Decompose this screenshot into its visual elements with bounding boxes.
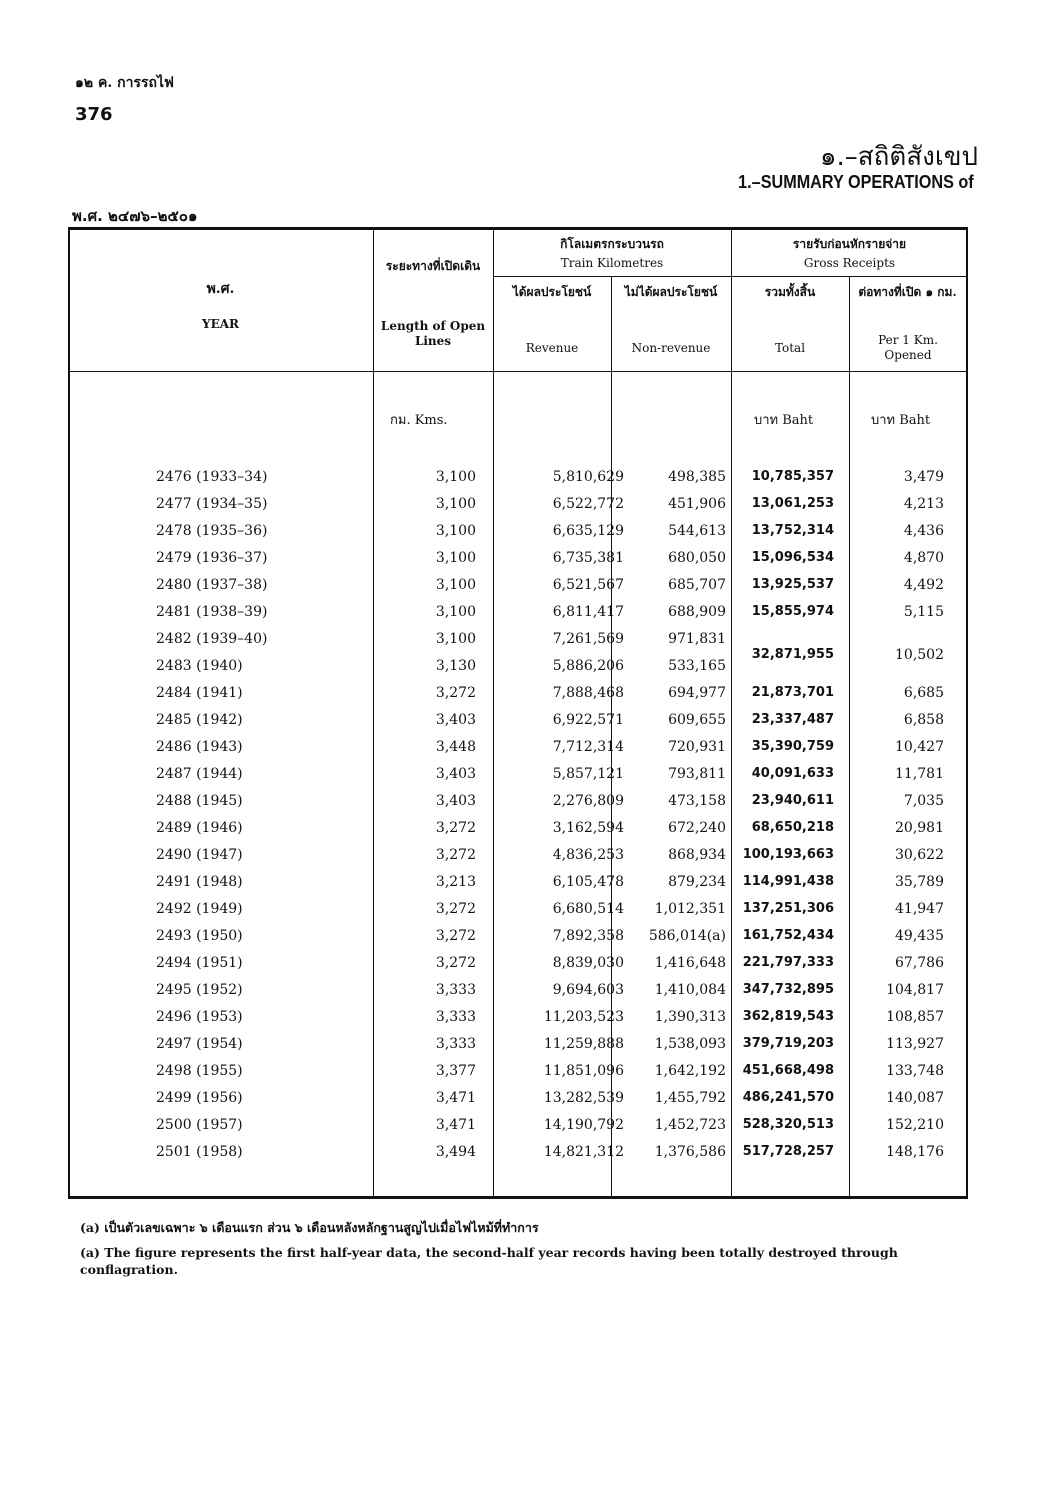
cell-per-km: 4,436 xyxy=(903,523,944,539)
cell-revenue: 11,203,523 xyxy=(543,1009,624,1025)
cell-nonrevenue: 1,410,084 xyxy=(654,982,726,998)
cell-total: 379,719,203 xyxy=(742,1036,834,1051)
cell-length: 3,100 xyxy=(435,496,476,512)
cell-total: 13,752,314 xyxy=(751,523,834,538)
cell-year: 2481 (1938–39) xyxy=(156,604,268,620)
cell-length: 3,403 xyxy=(435,793,476,809)
cell-nonrevenue: 498,385 xyxy=(668,469,726,485)
header-total-th: รวมทั้งสิ้น xyxy=(764,285,816,299)
cell-total: 517,728,257 xyxy=(742,1144,834,1159)
cell-per-km: 108,857 xyxy=(886,1009,944,1025)
cell-nonrevenue: 533,165 xyxy=(668,658,726,674)
cell-total: 15,855,974 xyxy=(751,604,834,619)
cell-length: 3,100 xyxy=(435,523,476,539)
cell-length: 3,272 xyxy=(435,955,476,971)
cell-total: 137,251,306 xyxy=(742,901,834,916)
cell-revenue: 6,521,567 xyxy=(552,577,624,593)
table-row xyxy=(68,1063,968,1090)
cell-per-km: 7,035 xyxy=(903,793,944,809)
unit-length: กม. Kms. xyxy=(390,413,448,428)
cell-length: 3,403 xyxy=(435,712,476,728)
cell-length: 3,448 xyxy=(435,739,476,755)
table-row xyxy=(68,793,968,820)
cell-year: 2496 (1953) xyxy=(156,1009,243,1025)
cell-revenue: 14,190,792 xyxy=(543,1117,624,1133)
table-row xyxy=(68,577,968,604)
cell-per-km: 104,817 xyxy=(886,982,944,998)
cell-nonrevenue: 1,376,586 xyxy=(654,1144,726,1160)
table-row xyxy=(68,550,968,577)
cell-nonrevenue: 694,977 xyxy=(668,685,726,701)
table-row xyxy=(68,712,968,739)
header-year-th: พ.ศ. xyxy=(206,281,235,297)
cell-revenue: 6,735,381 xyxy=(552,550,624,566)
cell-nonrevenue: 1,452,723 xyxy=(654,1117,726,1133)
header-length-th: ระยะทางที่เปิดเดิน xyxy=(385,259,481,273)
cell-year: 2494 (1951) xyxy=(156,955,243,971)
cell-year: 2498 (1955) xyxy=(156,1063,243,1079)
cell-total: 528,320,513 xyxy=(742,1117,834,1132)
cell-length: 3,333 xyxy=(435,982,476,998)
cell-length: 3,213 xyxy=(435,874,476,890)
table-row xyxy=(68,982,968,1009)
cell-length: 3,100 xyxy=(435,577,476,593)
cell-nonrevenue: 1,012,351 xyxy=(654,901,726,917)
cell-per-km: 140,087 xyxy=(886,1090,944,1106)
header-year-en: YEAR xyxy=(202,317,239,331)
cell-length: 3,272 xyxy=(435,901,476,917)
cell-length: 3,100 xyxy=(435,550,476,566)
cell-revenue: 6,811,417 xyxy=(552,604,624,620)
table-row xyxy=(68,496,968,523)
summary-table xyxy=(68,227,968,1199)
header-trainkm-en: Train Kilometres xyxy=(560,256,664,270)
cell-total: 21,873,701 xyxy=(751,685,834,700)
header-trainkm-th: กิโลเมตรกระบวนรถ xyxy=(560,237,664,251)
cell-length: 3,377 xyxy=(435,1063,476,1079)
cell-year: 2482 (1939–40) xyxy=(156,631,268,647)
cell-total: 13,925,537 xyxy=(751,577,834,592)
cell-revenue: 14,821,312 xyxy=(543,1144,624,1160)
table-row xyxy=(68,1009,968,1036)
table-row xyxy=(68,766,968,793)
table-row xyxy=(68,658,968,685)
unit-total: บาท Baht xyxy=(754,413,814,428)
table-bottom-rule xyxy=(68,1196,968,1199)
table-row xyxy=(68,469,968,496)
section-header: ๑๒ ค. การรถไฟ xyxy=(75,75,174,91)
cell-revenue: 7,261,569 xyxy=(552,631,624,647)
footnote-english: (a) The figure represents the first half-year data, the second-half year records having been totally destroyed through conflagration. xyxy=(80,1245,898,1277)
cell-per-km: 4,492 xyxy=(903,577,944,593)
cell-year: 2479 (1936–37) xyxy=(156,550,268,566)
table-row xyxy=(68,523,968,550)
cell-revenue: 2,276,809 xyxy=(552,793,624,809)
cell-length: 3,494 xyxy=(435,1144,476,1160)
cell-total: 486,241,570 xyxy=(742,1090,834,1105)
cell-revenue: 6,680,514 xyxy=(552,901,624,917)
cell-year: 2480 (1937–38) xyxy=(156,577,268,593)
cell-per-km: 35,789 xyxy=(895,874,944,890)
cell-year: 2490 (1947) xyxy=(156,847,243,863)
cell-length: 3,471 xyxy=(435,1117,476,1133)
cell-nonrevenue: 1,642,192 xyxy=(654,1063,726,1079)
cell-length: 3,272 xyxy=(435,847,476,863)
cell-revenue: 9,694,603 xyxy=(552,982,624,998)
table-row xyxy=(68,955,968,982)
header-perkm-en: Per 1 Km. Opened xyxy=(878,333,938,362)
cell-revenue: 6,922,571 xyxy=(552,712,624,728)
cell-nonrevenue: 793,811 xyxy=(668,766,726,782)
cell-per-km: 41,947 xyxy=(895,901,944,917)
cell-year: 2499 (1956) xyxy=(156,1090,243,1106)
cell-nonrevenue: 1,538,093 xyxy=(654,1036,726,1052)
table-row xyxy=(68,1036,968,1063)
cell-per-km: 4,870 xyxy=(903,550,944,566)
table-row xyxy=(68,928,968,955)
cell-revenue: 4,836,253 xyxy=(552,847,624,863)
cell-total-merged: 32,871,955 xyxy=(751,647,834,662)
cell-total: 40,091,633 xyxy=(751,766,834,781)
page-number: 376 xyxy=(75,104,113,125)
cell-per-km: 67,786 xyxy=(895,955,944,971)
cell-total: 451,668,498 xyxy=(742,1063,834,1078)
table-row xyxy=(68,739,968,766)
cell-per-km: 6,858 xyxy=(903,712,944,728)
cell-revenue: 11,851,096 xyxy=(543,1063,624,1079)
cell-per-km-merged: 10,502 xyxy=(895,647,944,663)
cell-nonrevenue: 609,655 xyxy=(668,712,726,728)
table-row xyxy=(68,820,968,847)
header-gross-en: Gross Receipts xyxy=(803,256,896,270)
cell-length: 3,100 xyxy=(435,604,476,620)
cell-nonrevenue: 1,455,792 xyxy=(654,1090,726,1106)
cell-revenue: 6,635,129 xyxy=(552,523,624,539)
cell-per-km: 5,115 xyxy=(903,604,944,620)
cell-year: 2476 (1933–34) xyxy=(156,469,268,485)
cell-year: 2495 (1952) xyxy=(156,982,243,998)
cell-per-km: 133,748 xyxy=(886,1063,944,1079)
cell-nonrevenue: 1,390,313 xyxy=(654,1009,726,1025)
cell-revenue: 5,886,206 xyxy=(552,658,624,674)
header-revenue-en: Revenue xyxy=(525,341,579,355)
header-nonrevenue-en: Non-revenue xyxy=(631,341,711,355)
footnote-thai: (a) เป็นตัวเลขเฉพาะ ๖ เดือนแรก ส่วน ๖ เดือนหลังหลักฐานสูญไปเมื่อไฟไหม้ที่ทำการ xyxy=(80,1220,539,1235)
cell-year: 2485 (1942) xyxy=(156,712,243,728)
cell-nonrevenue: 720,931 xyxy=(668,739,726,755)
table-row xyxy=(68,901,968,928)
cell-year: 2500 (1957) xyxy=(156,1117,243,1133)
cell-nonrevenue: 879,234 xyxy=(668,874,726,890)
table-row xyxy=(68,847,968,874)
cell-nonrevenue: 544,613 xyxy=(668,523,726,539)
cell-per-km: 20,981 xyxy=(895,820,944,836)
cell-per-km: 49,435 xyxy=(895,928,944,944)
unit-perkm: บาท Baht xyxy=(871,413,931,428)
cell-nonrevenue: 473,158 xyxy=(668,793,726,809)
cell-total: 221,797,333 xyxy=(742,955,834,970)
cell-revenue: 5,810,629 xyxy=(552,469,624,485)
cell-per-km: 152,210 xyxy=(886,1117,944,1133)
cell-length: 3,100 xyxy=(435,469,476,485)
cell-total: 23,337,487 xyxy=(751,712,834,727)
cell-total: 100,193,663 xyxy=(742,847,834,862)
header-nonrevenue-th: ไม่ได้ผลประโยชน์ xyxy=(624,285,718,299)
cell-total: 15,096,534 xyxy=(751,550,834,565)
cell-length: 3,403 xyxy=(435,766,476,782)
title-english: 1.–SUMMARY OPERATIONS of xyxy=(738,172,974,192)
cell-nonrevenue: 868,934 xyxy=(668,847,726,863)
cell-revenue: 7,888,468 xyxy=(552,685,624,701)
cell-year: 2478 (1935–36) xyxy=(156,523,268,539)
cell-total: 68,650,218 xyxy=(751,820,834,835)
cell-year: 2497 (1954) xyxy=(156,1036,243,1052)
cell-revenue: 11,259,888 xyxy=(543,1036,624,1052)
cell-total: 10,785,357 xyxy=(751,469,834,484)
cell-total: 347,732,895 xyxy=(742,982,834,997)
header-total-en: Total xyxy=(774,341,806,355)
cell-total: 35,390,759 xyxy=(751,739,834,754)
header-bottom-rule xyxy=(68,371,968,372)
table-row xyxy=(68,685,968,712)
title-thai: ๑.–สถิติสังเขป xyxy=(820,142,978,172)
header-length-en: Length of Open Lines xyxy=(380,319,486,348)
cell-nonrevenue: 586,014(a) xyxy=(648,928,726,944)
cell-nonrevenue: 451,906 xyxy=(668,496,726,512)
cell-year: 2488 (1945) xyxy=(156,793,243,809)
cell-year: 2489 (1946) xyxy=(156,820,243,836)
cell-total: 362,819,543 xyxy=(742,1009,834,1024)
cell-revenue: 7,892,358 xyxy=(552,928,624,944)
cell-total: 13,061,253 xyxy=(751,496,834,511)
cell-length: 3,272 xyxy=(435,820,476,836)
cell-per-km: 148,176 xyxy=(886,1144,944,1160)
cell-revenue: 5,857,121 xyxy=(552,766,624,782)
cell-per-km: 11,781 xyxy=(895,766,944,782)
cell-revenue: 6,105,478 xyxy=(552,874,624,890)
table-row xyxy=(68,1090,968,1117)
cell-nonrevenue: 672,240 xyxy=(668,820,726,836)
cell-year: 2487 (1944) xyxy=(156,766,243,782)
cell-length: 3,130 xyxy=(435,658,476,674)
cell-year: 2492 (1949) xyxy=(156,901,243,917)
cell-revenue: 6,522,772 xyxy=(552,496,624,512)
cell-year: 2483 (1940) xyxy=(156,658,243,674)
group-header-rule xyxy=(493,276,968,277)
table-row xyxy=(68,604,968,631)
cell-per-km: 4,213 xyxy=(903,496,944,512)
cell-nonrevenue: 688,909 xyxy=(668,604,726,620)
cell-nonrevenue: 971,831 xyxy=(668,631,726,647)
cell-total: 114,991,438 xyxy=(742,874,834,889)
cell-total: 23,940,611 xyxy=(751,793,834,808)
cell-revenue: 3,162,594 xyxy=(552,820,624,836)
table-row xyxy=(68,1117,968,1144)
cell-revenue: 13,282,539 xyxy=(543,1090,624,1106)
header-gross-th: รายรับก่อนหักรายจ่าย xyxy=(792,237,907,251)
cell-year: 2493 (1950) xyxy=(156,928,243,944)
cell-length: 3,471 xyxy=(435,1090,476,1106)
cell-year: 2491 (1948) xyxy=(156,874,243,890)
cell-year: 2501 (1958) xyxy=(156,1144,243,1160)
cell-year: 2486 (1943) xyxy=(156,739,243,755)
table-top-rule xyxy=(68,227,968,230)
cell-nonrevenue: 680,050 xyxy=(668,550,726,566)
cell-length: 3,333 xyxy=(435,1036,476,1052)
cell-per-km: 30,622 xyxy=(895,847,944,863)
cell-length: 3,100 xyxy=(435,631,476,647)
cell-per-km: 3,479 xyxy=(903,469,944,485)
cell-total: 161,752,434 xyxy=(742,928,834,943)
cell-nonrevenue: 685,707 xyxy=(668,577,726,593)
cell-revenue: 7,712,314 xyxy=(552,739,624,755)
cell-year: 2484 (1941) xyxy=(156,685,243,701)
cell-nonrevenue: 1,416,648 xyxy=(654,955,726,971)
cell-length: 3,333 xyxy=(435,1009,476,1025)
cell-revenue: 8,839,030 xyxy=(552,955,624,971)
table-row xyxy=(68,1144,968,1171)
period-label: พ.ศ. ๒๔๗๖–๒๕๐๑ xyxy=(72,207,198,225)
cell-per-km: 113,927 xyxy=(886,1036,944,1052)
cell-per-km: 10,427 xyxy=(895,739,944,755)
cell-year: 2477 (1934–35) xyxy=(156,496,268,512)
cell-length: 3,272 xyxy=(435,928,476,944)
header-perkm-th: ต่อทางที่เปิด ๑ กม. xyxy=(858,285,957,299)
header-revenue-th: ได้ผลประโยชน์ xyxy=(512,285,592,299)
cell-per-km: 6,685 xyxy=(903,685,944,701)
table-row xyxy=(68,874,968,901)
cell-length: 3,272 xyxy=(435,685,476,701)
